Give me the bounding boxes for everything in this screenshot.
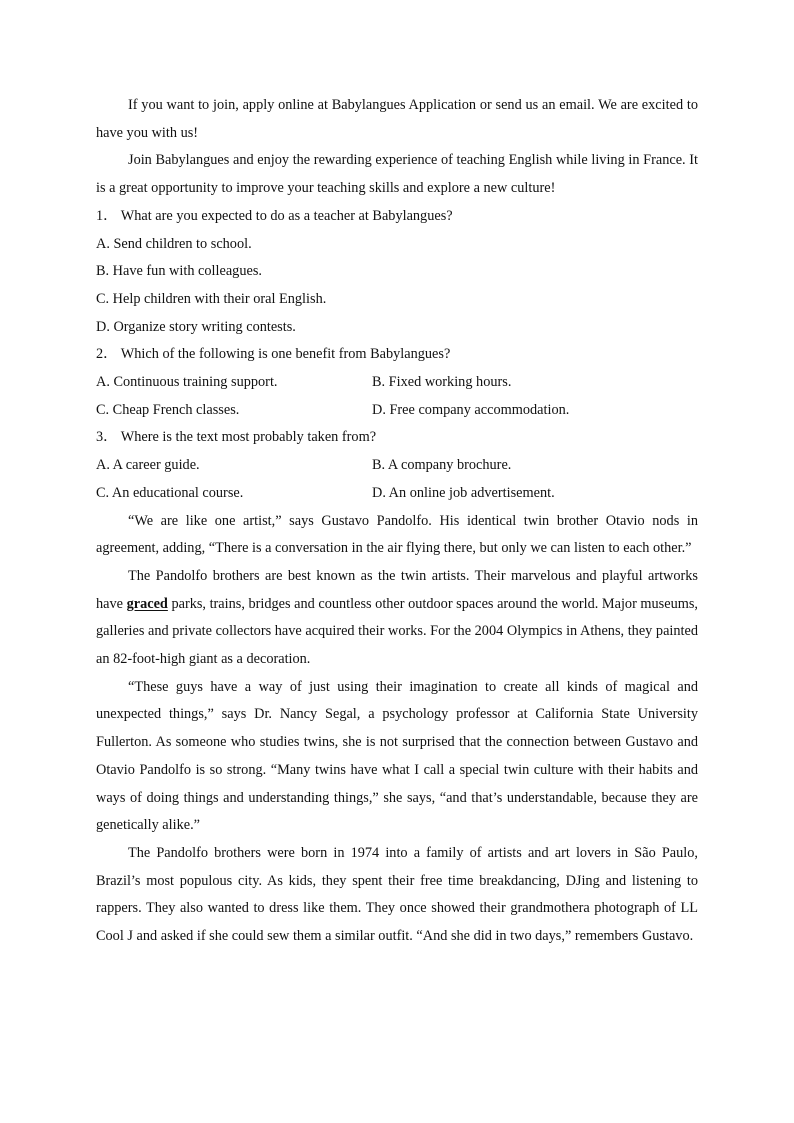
question-3-option-a: A. A career guide.: [96, 457, 200, 474]
question-3-option-d: D. An online job advertisement.: [372, 484, 555, 501]
passage-paragraph-2: [96, 563, 698, 674]
question-2: 2． Which of the following is one benefit from Babylangues?: [96, 346, 451, 363]
question-1-option-c: C. Help children with their oral English.: [96, 290, 327, 307]
question-1: 1． What are you expected to do as a teacher at Babylangues?: [96, 207, 453, 224]
passage-paragraph-2-end: parks, trains, bridges and countless other outdoor spaces around the world. Major museums, galleries and private collectors have acquired their works. For the 2004 Olympics in Athens, they painted an 82-foot-high giant as a decoration.: [96, 595, 698, 668]
question-3-options-row-2: [96, 480, 698, 508]
passage-paragraph-2-start: The Pandolfo brothers are best known as the twin artists. Their marvelous and playful artworks have: [96, 567, 698, 612]
question-1-option-d: D. Organize story writing contests.: [96, 318, 296, 335]
question-3: 3． Where is the text most probably taken from?: [96, 429, 377, 446]
question-2-options-row-1: [96, 369, 698, 397]
question-3-option-c: C. An educational course.: [96, 484, 244, 501]
question-2-option-b: B. Fixed working hours.: [372, 374, 512, 391]
passage-paragraph-4: The Pandolfo brothers were born in 1974 into a family of artists and art lovers in São Paulo, Brazil’s most populous city. As kids, they spent their free time breakdancing, DJing and listening to rappers. They also wanted to dress like them. They once showed their grandmothera photograph of LL Cool J and asked if she could sew them a similar outfit. “And she did in two days,” remembers Gustavo.: [96, 844, 698, 945]
question-2-options-row-2: [96, 397, 698, 425]
passage-paragraph-3: “These guys have a way of just using their imagination to create all kinds of magical and unexpected things,” says Dr. Nancy Segal, a psychology professor at California State University Fullerton. As someone who studies twins, she is not surprised that the connection between Gustavo and Otavio Pandolfo is so strong. “Many twins have what I call a special twin culture with their habits and ways of doing things and understanding things,” she says, “and that’s understandable, because they are genetically alike.”: [96, 678, 698, 834]
question-1-option-a: A. Send children to school.: [96, 235, 252, 252]
question-3-options-row-1: [96, 452, 698, 480]
passage-paragraph-1: “We are like one artist,” says Gustavo Pandolfo. His identical twin brother Otavio nods in agreement, adding, “There is a conversation in the air flying there, but only we can listen to each other.”: [96, 512, 698, 557]
question-2-option-c: C. Cheap French classes.: [96, 401, 240, 418]
question-1-option-b: B. Have fun with colleagues.: [96, 263, 262, 280]
document-page: [96, 92, 698, 951]
intro-paragraph-2: Join Babylangues and enjoy the rewarding experience of teaching English while living in France. It is a great opportunity to improve your teaching skills and explore a new culture!: [96, 152, 698, 197]
question-2-option-d: D. Free company accommodation.: [372, 401, 570, 418]
intro-paragraph-1: If you want to join, apply online at Babylangues Application or send us an email. We are excited to have you with us!: [96, 97, 698, 141]
question-3-option-b: B. A company brochure.: [372, 457, 512, 474]
question-2-option-a: A. Continuous training support.: [96, 374, 278, 391]
underlined-word-graced: graced: [126, 595, 168, 612]
